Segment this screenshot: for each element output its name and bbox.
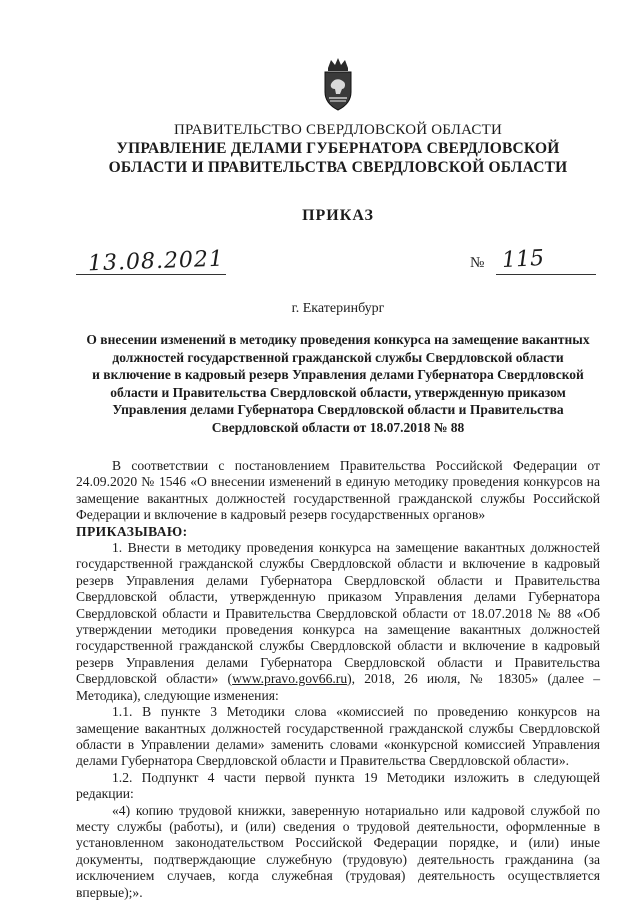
- item-1-2: 1.2. Подпункт 4 части первой пункта 19 Методики изложить в следующей редакции:: [76, 769, 600, 802]
- coat-of-arms-icon: [316, 56, 360, 112]
- order-number: 115: [501, 245, 545, 274]
- item-1-1: 1.1. В пункте 3 Методики слова «комиссией по проведению конкурсов на замещение вакантных должностей государственной гражданской службы Свердловской области в Управлении делами» заменить словами «конкурсной комиссией Управления делами Губернатора Свердловской области и Правительства Свердловской области».: [76, 704, 600, 769]
- document-type: ПРИКАЗ: [302, 207, 374, 224]
- order-subject: [76, 331, 600, 436]
- date-underline: [76, 274, 226, 275]
- item-1-text-end: ), 2018, 26 июля, № 18305» (далее – Методика), следующие изменения:: [76, 671, 600, 703]
- item-1-2-quote: «4) копию трудовой книжки, заверенную нотариально или кадровой службой по месту службы (работы), и (или) сведения о трудовой деятельности, оформленные в установленном законодательством Российской Федерации порядке, и (или) иные документы, подтверждающие служебную (трудовую) деятельность гражданина (за исключением случаев, когда служебная (трудовая) деятельность осуществляется впервые);».: [76, 802, 600, 900]
- subject-line: должностей государственной гражданской службы Свердловской области: [112, 349, 564, 365]
- subject-line: Управления делами Губернатора Свердловской области и Правительства: [112, 402, 564, 417]
- order-body: [76, 458, 600, 901]
- government-name: ПРАВИТЕЛЬСТВО СВЕРДЛОВСКОЙ ОБЛАСТИ: [173, 122, 503, 138]
- subject-line: О внесении изменений в методику проведения конкурса на замещение вакантных: [86, 332, 590, 347]
- preamble: В соответствии с постановлением Правительства Российской Федерации от 24.09.2020 № 1546 «О внесении изменений в единую методику проведения конкурсов на замещение вакантных должностей государственной гражданской службы Российской Федерации и включение в кадровый резерв государственных органов»: [76, 458, 600, 523]
- subject-line: и включение в кадровый резерв Управления делами Губернатора Свердловской: [92, 367, 584, 382]
- number-sign: №: [470, 255, 485, 271]
- order-word: ПРИКАЗЫВАЮ:: [76, 523, 188, 539]
- department-name-line-1: УПРАВЛЕНИЕ ДЕЛАМИ ГУБЕРНАТОРА СВЕРДЛОВСКОЙ: [116, 140, 560, 157]
- item-1: [76, 540, 600, 704]
- item-1-text: 1. Внести в методику проведения конкурса на замещение вакантных должностей государственной гражданской службы Свердловской области и включение в кадровый резерв Управления делами Губернатора Свердловской области и Правительства Свердловской области, утвержденную приказом Управления делами Губернатора Свердловской области и Правительства Свердловской области от 18.07.2018 № 88 «Об утверждении методики проведения конкурса на замещение вакантных должностей государственной гражданской службы Свердловской области и включение в кадровый резерв Управления делами Губернатора Свердловской области и Правительства Свердловской области» (: [76, 540, 600, 687]
- pravo-link[interactable]: www.pravo.gov66.ru: [232, 671, 348, 687]
- order-date: 13.08.2021: [87, 246, 225, 277]
- city: г. Екатеринбург: [291, 301, 385, 316]
- department-name-line-2: ОБЛАСТИ И ПРАВИТЕЛЬСТВА СВЕРДЛОВСКОЙ ОБЛАСТИ: [108, 159, 568, 176]
- subject-line: Свердловской области от 18.07.2018 № 88: [211, 419, 465, 435]
- date-number-row: [76, 245, 600, 287]
- subject-line: области и Правительства Свердловской области, утвержденную приказом: [110, 384, 566, 400]
- number-underline: [496, 274, 596, 275]
